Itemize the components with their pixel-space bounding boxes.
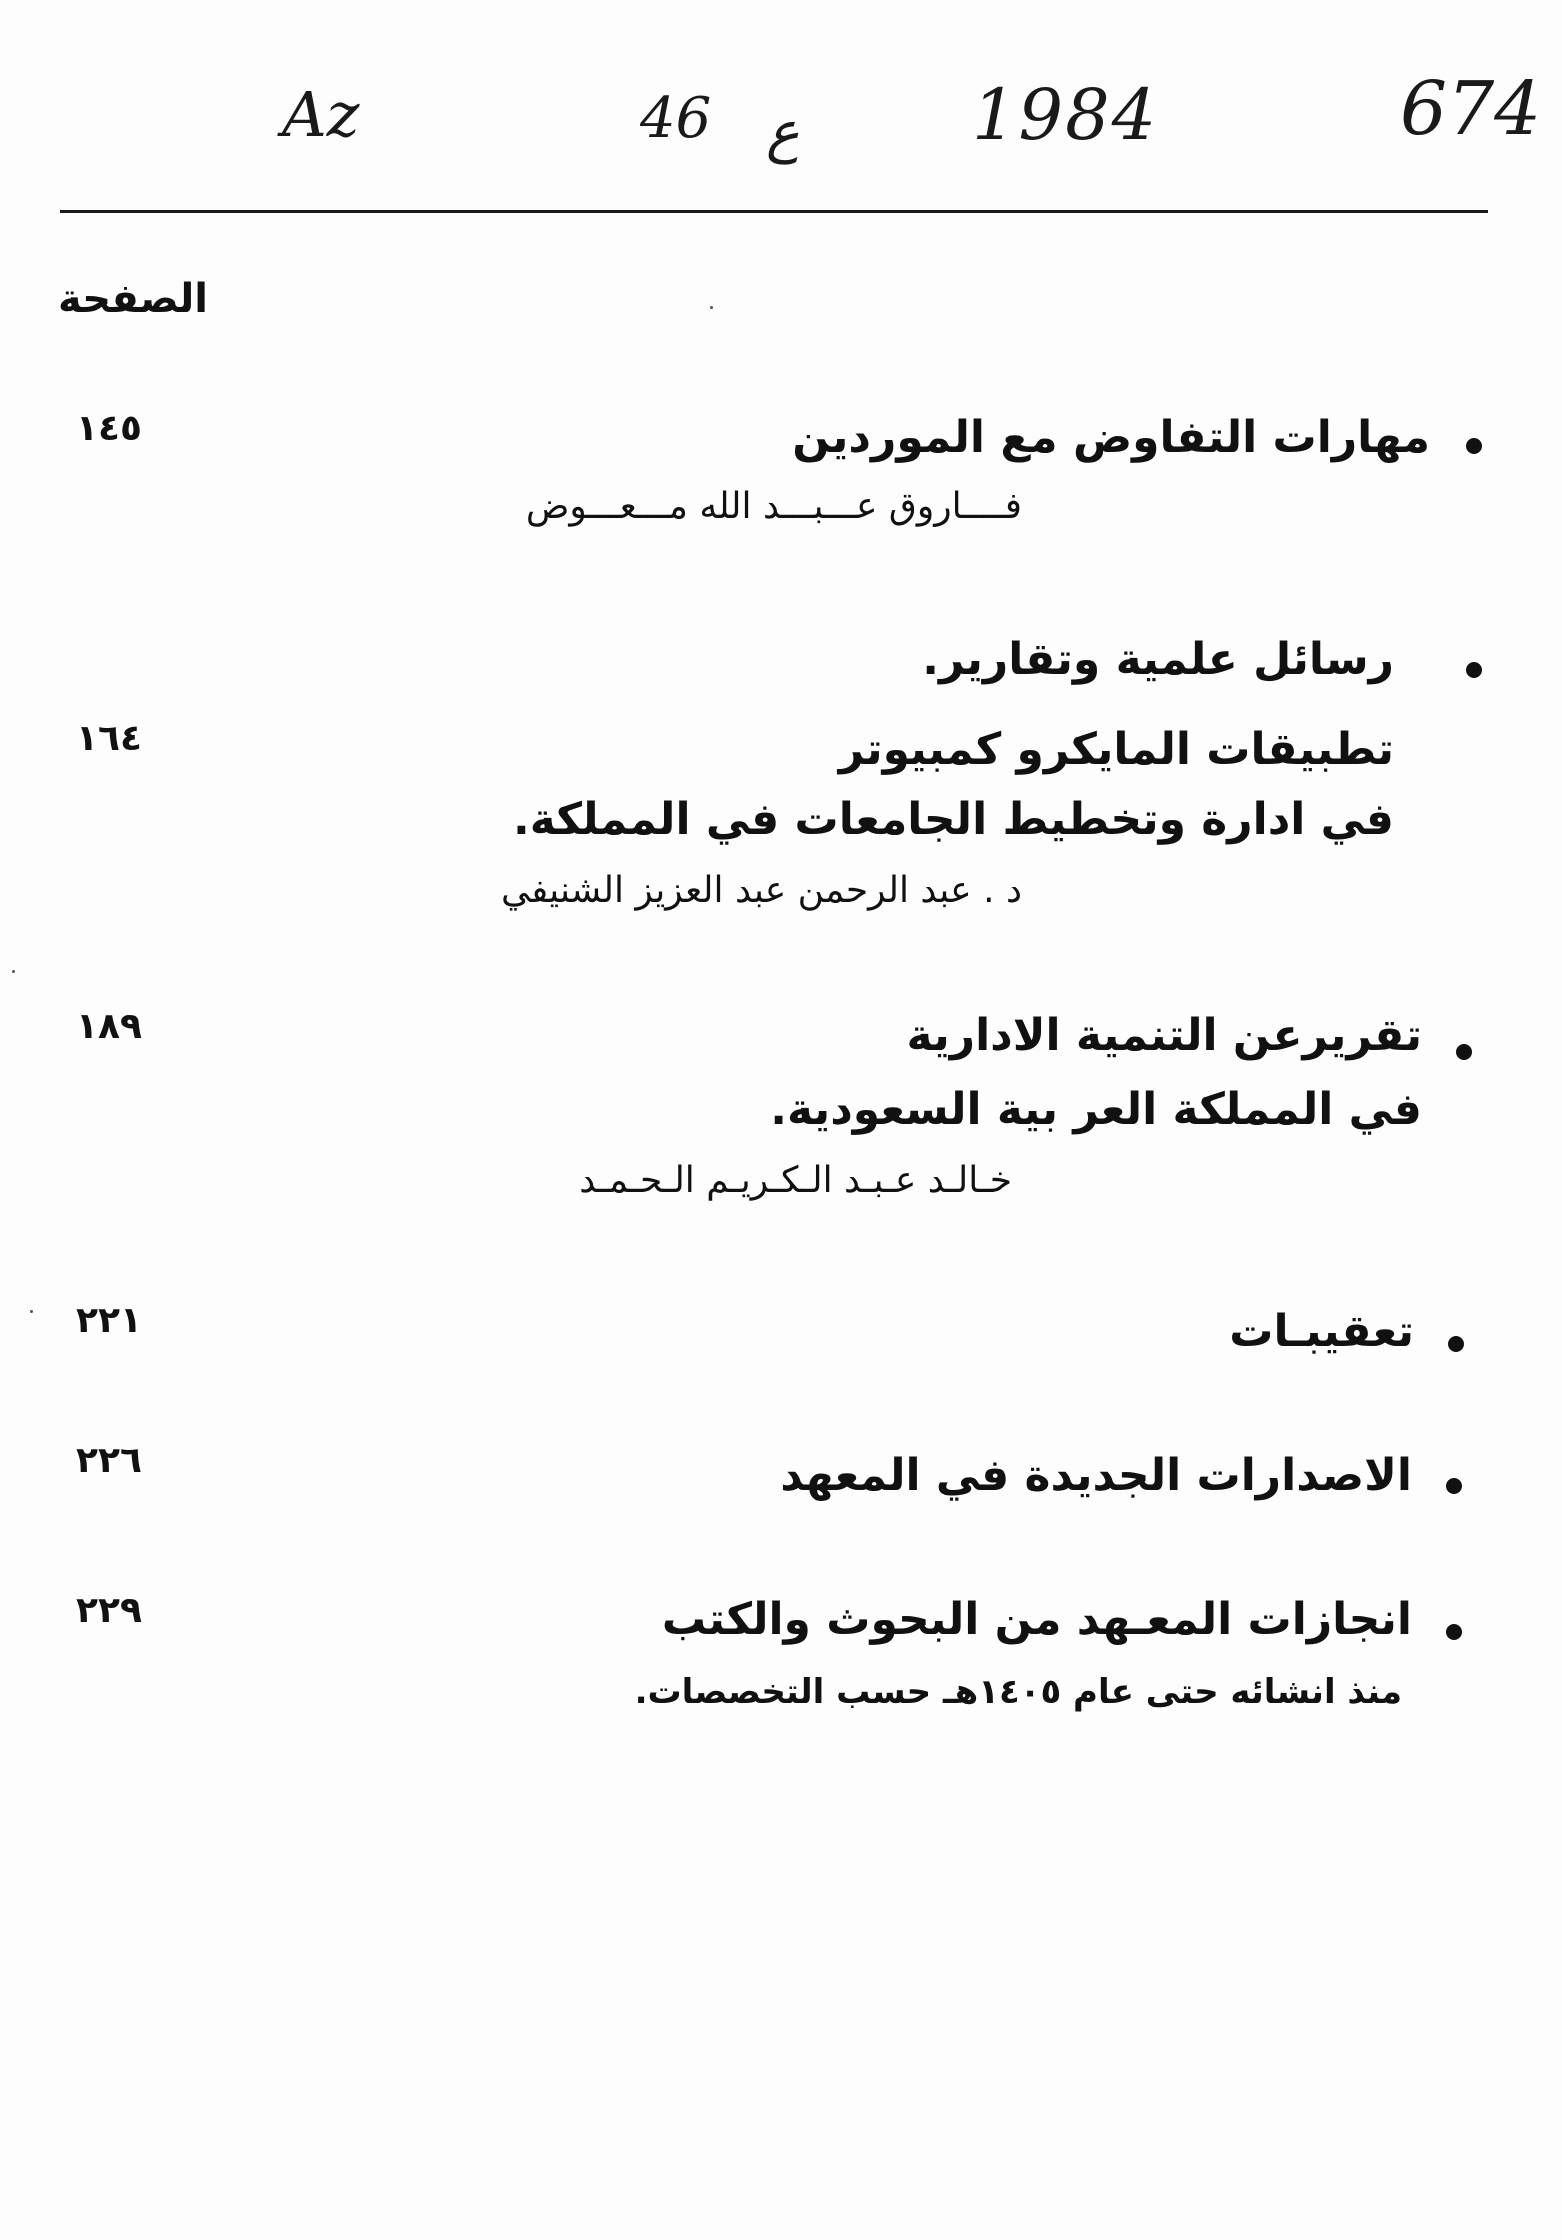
handwritten-year: 1984 [972, 74, 1159, 156]
entry-author: د . عبد الرحمن عبد العزيز الشنيفي [500, 870, 1022, 911]
scan-speck [30, 1310, 33, 1313]
entry-title: رسائل علمية وتقارير. [922, 634, 1394, 685]
entry-page-number: ٢٢٦ [76, 1440, 142, 1481]
entry-page-number: ٢٢١ [76, 1300, 142, 1341]
entry-subtitle: في ادارة وتخطيط الجامعات في المملكة. [512, 794, 1394, 845]
entry-author: خـالـد عـبـد الـكـريـم الـحـمـد [579, 1160, 1012, 1201]
entry-subtitle: في المملكة العر بية السعودية. [770, 1084, 1422, 1135]
entry-page-number: ١٤٥ [76, 408, 142, 449]
entry-title: تقريرعن التنمية الادارية [906, 1010, 1422, 1061]
bullet-icon [1446, 1624, 1462, 1640]
entry-author: فــــاروق عـــبـــد الله مـــعـــوض [525, 486, 1022, 527]
bullet-icon [1456, 1044, 1472, 1060]
entry-page-number: ١٨٩ [76, 1006, 142, 1047]
bullet-icon [1466, 662, 1482, 678]
entry-title: تعقيبـات [1229, 1306, 1414, 1357]
entry-subtitle: تطبيقات المايكرو كمبيوتر [838, 724, 1394, 775]
handwritten-note-2: 46 [640, 86, 712, 151]
entry-page-number: ٢٢٩ [76, 1590, 142, 1631]
header-divider [60, 210, 1488, 213]
page-column-heading: الصفحة [58, 276, 209, 322]
scan-speck [710, 306, 713, 309]
handwritten-note-1: Az [282, 78, 360, 151]
entry-title: مهارات التفاوض مع الموردين [792, 412, 1430, 463]
bullet-icon [1466, 438, 1482, 454]
entry-title: انجازات المعـهد من البحوث والكتب [661, 1594, 1412, 1645]
entry-title: الاصدارات الجديدة في المعهد [780, 1450, 1412, 1501]
handwritten-note-3: ع [766, 100, 800, 165]
scan-speck [12, 970, 15, 973]
handwritten-number: 674 [1400, 66, 1542, 152]
bullet-icon [1448, 1336, 1464, 1352]
entry-page-number: ١٦٤ [76, 718, 142, 759]
entry-note: منذ انشائه حتى عام ١٤٠٥هـ حسب التخصصات. [634, 1672, 1402, 1712]
bullet-icon [1446, 1478, 1462, 1494]
